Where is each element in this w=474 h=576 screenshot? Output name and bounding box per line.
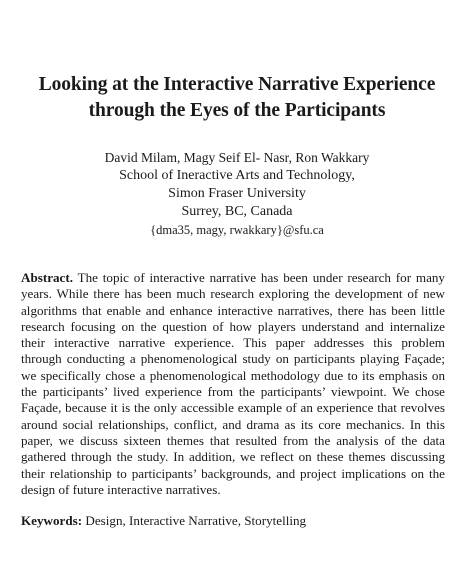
abstract-line: we specifically chose a phenomenological methodology due to its emphasis on (21, 367, 445, 383)
abstract-line: paper, we discuss sixteen themes that resulted from the analysis of the data (21, 432, 445, 448)
abstract-line: through conducting a phenomenological study on participants playing Façade; (21, 351, 445, 367)
affiliation-university: Simon Fraser University (168, 186, 306, 201)
title-line-2: through the Eyes of the Participants (88, 100, 386, 121)
keywords-heading: Keywords: (21, 513, 83, 528)
abstract-line: gathered through the study. In addition, we reflect on these themes discussing (21, 449, 445, 465)
paper-title (10, 72, 464, 124)
abstract-line: the participants’ lived experience from the participants’ viewpoint. We chose (21, 384, 445, 400)
abstract-line (21, 270, 445, 286)
affiliation-school: School of Ineractive Arts and Technology, (119, 168, 355, 183)
abstract-line: design of future interactive narratives. (21, 481, 221, 497)
keywords-text: Design, Interactive Narrative, Storytelling (85, 513, 307, 528)
abstract-line: their interactive narrative experience. This paper addresses this problem (21, 335, 445, 351)
author-names: David Milam, Magy Seif El- Nasr, Ron Wakkary (104, 150, 370, 165)
abstract-line: around social relationships, conflict, and drama as its core mechanics. In this (21, 416, 445, 432)
keywords (21, 513, 445, 529)
abstract-line: years. While there has been much research exploring the development of new (21, 286, 445, 302)
abstract-line-text: The topic of interactive narrative has been under research for many (77, 270, 445, 285)
abstract-line: Façade, because it is the only accessible example of an experience that revolves (21, 400, 445, 416)
author-emails: {dma35, magy, rwakkary}@sfu.ca (150, 223, 324, 237)
abstract-line: their relationship to participants’ backgrounds, and project implications on the (21, 465, 445, 481)
abstract (21, 270, 445, 498)
abstract-line: algorithms that enable and enhance interactive narratives, there has been little (21, 302, 445, 318)
abstract-line: research focusing on the question of how players understand and internalize (21, 318, 445, 334)
title-line-1: Looking at the Interactive Narrative Experience (38, 74, 436, 95)
affiliation-location: Surrey, BC, Canada (181, 204, 293, 219)
abstract-heading: Abstract. (21, 270, 73, 285)
author-block (10, 149, 464, 239)
